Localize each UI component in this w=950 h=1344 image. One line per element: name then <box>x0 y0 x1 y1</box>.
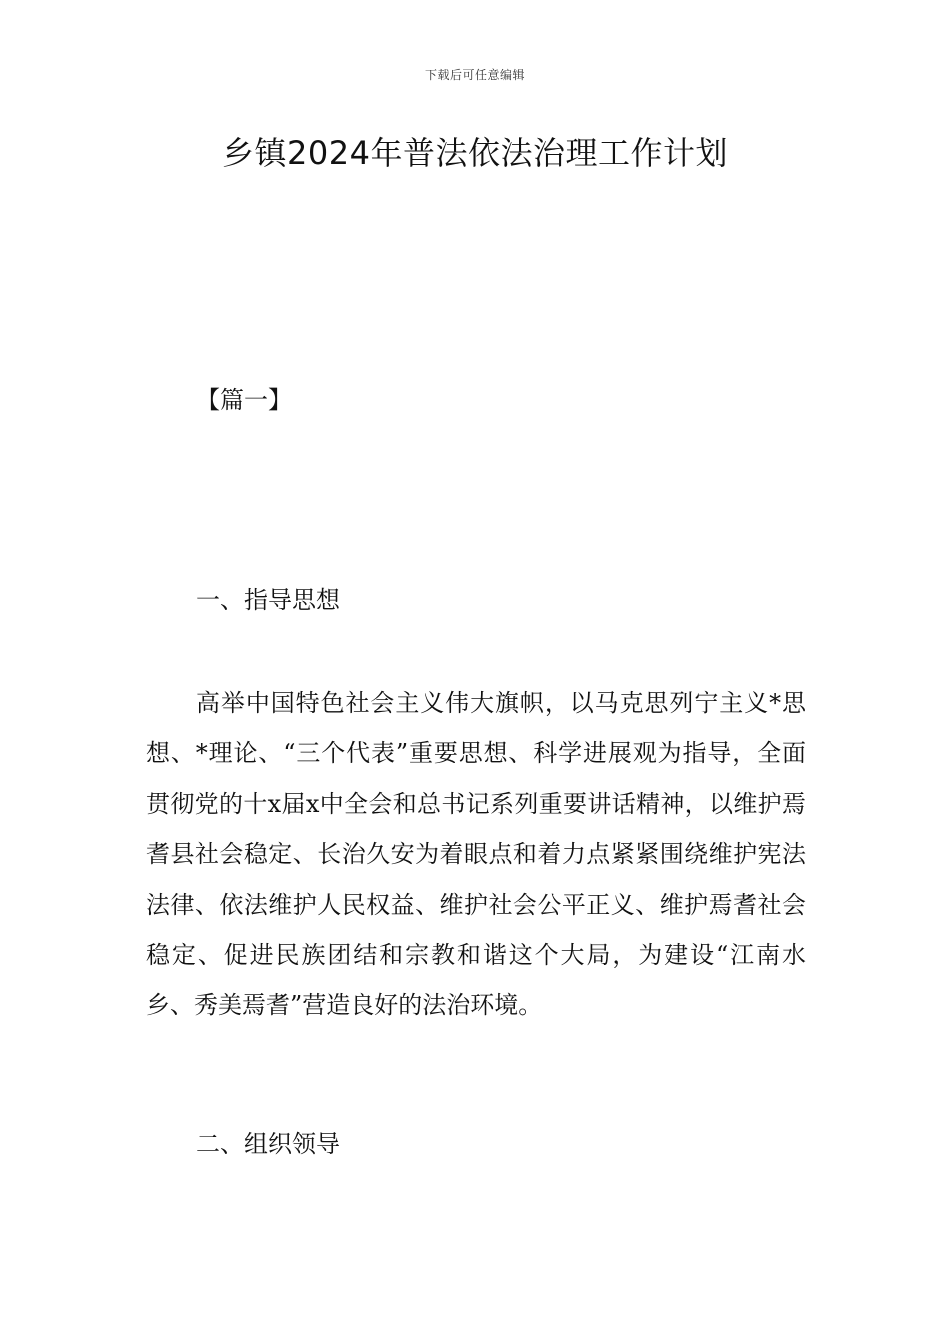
section-tag: 【篇一】 <box>196 386 292 414</box>
document-title: 乡镇2024年普法依法治理工作计划 <box>222 134 728 172</box>
heading-guiding-ideology: 一、指导思想 <box>196 586 340 614</box>
heading-organization: 二、组织领导 <box>196 1130 340 1158</box>
header-note: 下载后可任意编辑 <box>424 68 525 82</box>
body-paragraph: 高举中国特色社会主义伟大旗帜，以马克思列宁主义*思想、*理论、“三个代表”重要思想、科学进展观为指导，全面贯彻党的十x届x中全会和总书记系列重要讲话精神，以维护焉耆县社会稳定、长治久安为着眼点和着力点紧紧围绕维护宪法法律、依法维护人民权益、维护社会公平正义、维护焉耆社会稳定、促进民族团结和宗教和谐这个大局，为建设“江南水乡、秀美焉耆”营造良好的法治环境。 <box>146 689 806 1020</box>
